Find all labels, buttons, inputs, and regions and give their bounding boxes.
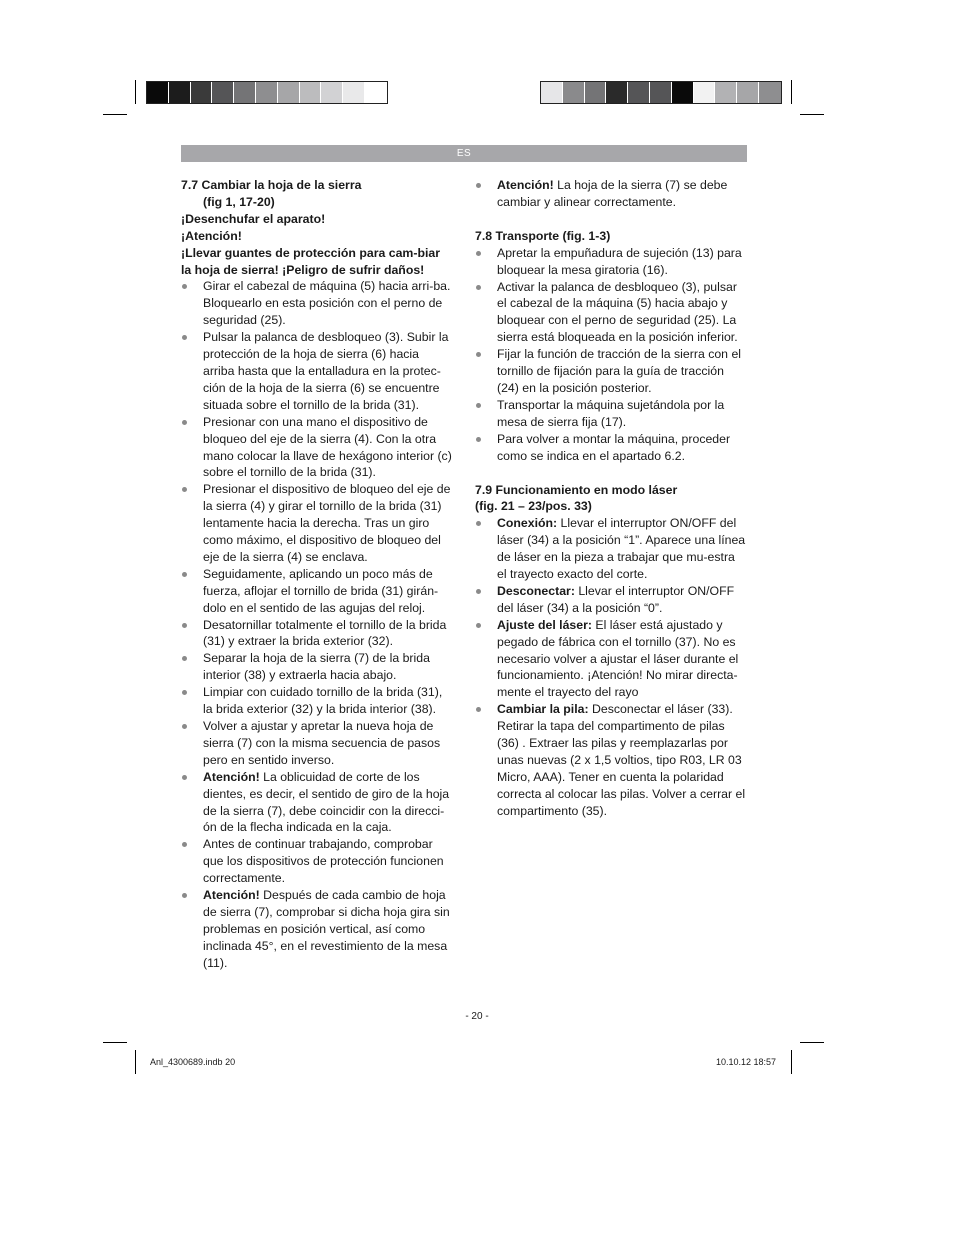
color-bar-right [540, 81, 782, 104]
list-item [181, 650, 453, 684]
color-swatch [147, 82, 169, 103]
list-item [475, 515, 747, 583]
list-item-lead: Atención! [203, 769, 260, 784]
section-heading-title: 7.7 Cambiar la hoja de la sierra [181, 178, 362, 192]
list-item [181, 887, 453, 972]
list-item-text: Antes de continuar trabajando, comprobar que los dispositivos de protección funcionen correctamente. [203, 837, 444, 886]
left-bullet-list [181, 278, 453, 971]
color-swatch [694, 82, 716, 103]
list-item-text: La hoja de la sierra (7) se debe cambiar y alinear correctamente. [497, 178, 728, 209]
list-item [181, 836, 453, 887]
list-item-text: Desatornillar totalmente el tornillo de la brida (31) y extraer la brida exterior (32). [203, 617, 447, 649]
list-item-text: Girar el cabezal de máquina (5) hacia arri-ba. Bloquearlo en esta posición con el perno de seguridad (25). [203, 279, 451, 328]
color-swatch [343, 82, 365, 103]
section-heading-7-7 [181, 177, 453, 211]
color-swatch [759, 82, 781, 103]
crop-mark-bottom-right-v [791, 1050, 792, 1074]
list-item-text: Fijar la función de tracción de la sierra con el tornillo de fijación para la guía de tracción (24) en la posición posterior. [497, 347, 742, 395]
list-item-lead: Desconectar: [497, 583, 575, 598]
laser-bullet-list [475, 515, 747, 819]
list-item [181, 329, 453, 414]
color-swatch [256, 82, 278, 103]
list-item-text: Volver a ajustar y apretar la nueva hoja de sierra (7) con la misma secuencia de pasos pero en sentido inverso. [203, 719, 441, 767]
list-item-text: Limpiar con cuidado tornillo de la brida (31), la brida exterior (32) y la brida interior (38). [203, 685, 443, 717]
section-heading-figure-ref: (fig. 21 – 23/pos. 33) [475, 499, 592, 514]
list-item-text: Desconectar el láser (33). Retirar la tapa del compartimento de pilas (36) . Extraer las pilas y reemplazarlas por unas nuevas (2 x 1,5 voltios, tipo R03, LR 03 Micro, AAA). Tener en cuenta la polaridad correcta al colocar las pilas. Volver a cerrar el compartimento (35). [497, 702, 746, 818]
section-heading-7-9 [475, 482, 747, 516]
color-swatch [563, 82, 585, 103]
color-swatch [737, 82, 759, 103]
crop-mark-bottom-left-v [135, 1050, 136, 1074]
list-item [181, 278, 453, 329]
language-header: ES [181, 145, 747, 162]
right-column [475, 177, 747, 820]
list-item-text: Transportar la máquina sujetándola por la mesa de sierra fija (17). [497, 397, 725, 429]
color-swatch [212, 82, 234, 103]
list-item [475, 701, 747, 819]
crop-mark-top-left-h [103, 114, 127, 115]
list-item [475, 617, 747, 702]
color-swatch [606, 82, 628, 103]
right-top-bullet-list [475, 177, 747, 211]
crop-mark-top-right-h [800, 114, 824, 115]
left-column [181, 177, 453, 972]
list-item [475, 177, 747, 211]
section-heading-title: 7.9 Funcionamiento en modo láser [475, 482, 678, 497]
list-item-text: Presionar con una mano el dispositivo de bloqueo del eje de la sierra (4). Con la otra mano colocar la llave de hexágono interior (c) sobre el tornillo de la brida (31). [203, 414, 452, 480]
list-item-text: Pulsar la palanca de desbloqueo (3). Subir la protección de la hoja de sierra (6) hacia arriba hasta que la entalladura en la protec-ción de la hoja de la sierra (6) se encuentre situada sobre el tornillo de la brida (31). [203, 330, 449, 412]
color-swatch [650, 82, 672, 103]
crop-mark-bottom-right-h [800, 1042, 824, 1043]
list-item-text: Activar la palanca de desbloqueo (3), pulsar el cabezal de la máquina (5) hacia abajo y bloquear con el perno de seguridad (25). La sierra está bloqueada en la posición inferior. [497, 279, 738, 345]
list-item [181, 617, 453, 651]
list-item [181, 684, 453, 718]
transport-bullet-list [475, 245, 747, 465]
color-swatch [191, 82, 213, 103]
color-swatch [365, 82, 387, 103]
list-item-text: Apretar la empuñadura de sujeción (13) para bloquear la mesa giratoria (16). [497, 245, 742, 277]
list-item [475, 431, 747, 465]
color-swatch [628, 82, 650, 103]
list-item-lead: Atención! [203, 888, 260, 903]
list-item [181, 414, 453, 482]
list-item-text: El láser está ajustado y pegado de fábrica con el tornillo (37). No es necesario volver a ajustar el láser durante el funcionamiento. ¡Atención! No mirar directa-mente el trayecto del rayo [497, 617, 739, 700]
color-swatch [169, 82, 191, 103]
list-item-text: Llevar el interruptor ON/OFF del láser (34) a la posición “0”. [497, 583, 735, 615]
list-item-text: Separar la hoja de la sierra (7) de la brida interior (38) y extraerla hacia abajo. [203, 651, 430, 683]
list-item [181, 718, 453, 769]
color-bar-left [146, 81, 388, 104]
color-swatch [541, 82, 563, 103]
crop-mark-top-right-v [791, 80, 792, 104]
list-item [475, 279, 747, 347]
list-item [475, 346, 747, 397]
color-swatch [715, 82, 737, 103]
page-number: - 20 - [465, 1011, 489, 1022]
color-swatch [672, 82, 694, 103]
section-heading-figure-ref: (fig 1, 17-20) [203, 194, 275, 209]
color-swatch [300, 82, 322, 103]
list-item-text: La oblicuidad de corte de los dientes, es decir, el sentido de giro de la hoja de la sierra (7), debe coincidir con la direcci-ón de la flecha indicada en la caja. [203, 769, 450, 835]
warning-gloves: ¡Llevar guantes de protección para cam-biar la hoja de sierra! ¡Peligro de sufrir daños! [181, 245, 440, 277]
list-item-lead: Ajuste del láser: [497, 617, 592, 632]
warning-unplug: ¡Desenchufar el aparato! [181, 211, 326, 226]
list-item [475, 397, 747, 431]
list-item-text: Presionar el dispositivo de bloqueo del eje de la sierra (4) y girar el tornillo de la brida (31) lentamente hacia la derecha. Tras un giro como máximo, el dispositivo de bloqueo del eje de la sierra (4) se enclava. [203, 482, 451, 564]
section-heading-7-8: 7.8 Transporte (fig. 1-3) [475, 228, 611, 243]
list-item [181, 769, 453, 837]
crop-mark-top-left-v [135, 80, 136, 104]
list-item [181, 481, 453, 566]
color-swatch [234, 82, 256, 103]
file-info: Anl_4300689.indb 20 [150, 1057, 236, 1067]
list-item-lead: Cambiar la pila: [497, 702, 589, 717]
date-info: 10.10.12 18:57 [716, 1057, 777, 1067]
color-swatch [321, 82, 343, 103]
color-swatch [585, 82, 607, 103]
list-item [475, 583, 747, 617]
list-item [181, 566, 453, 617]
list-item-text: Después de cada cambio de hoja de sierra (7), comprobar si dicha hoja gira sin problemas en posición vertical, así como inclinada 45°, en el revestimiento de la mesa (11). [203, 888, 450, 970]
list-item-text: Seguidamente, aplicando un poco más de fuerza, aflojar el tornillo de brida (31) girán-dolo en el sentido de las agujas del reloj. [203, 566, 439, 615]
color-swatch [278, 82, 300, 103]
list-item [475, 245, 747, 279]
list-item-lead: Atención! [497, 178, 554, 192]
list-item-text: Para volver a montar la máquina, proceder como se indica en el apartado 6.2. [497, 431, 731, 463]
list-item-lead: Conexión: [497, 516, 558, 531]
list-item-text: Llevar el interruptor ON/OFF del láser (34) a la posición “1”. Aparece una línea de láser en la pieza a trabajar que mu-estra el trayecto exacto del corte. [497, 516, 746, 582]
crop-mark-bottom-left-h [103, 1042, 127, 1043]
warning-attention: ¡Atención! [181, 228, 242, 243]
